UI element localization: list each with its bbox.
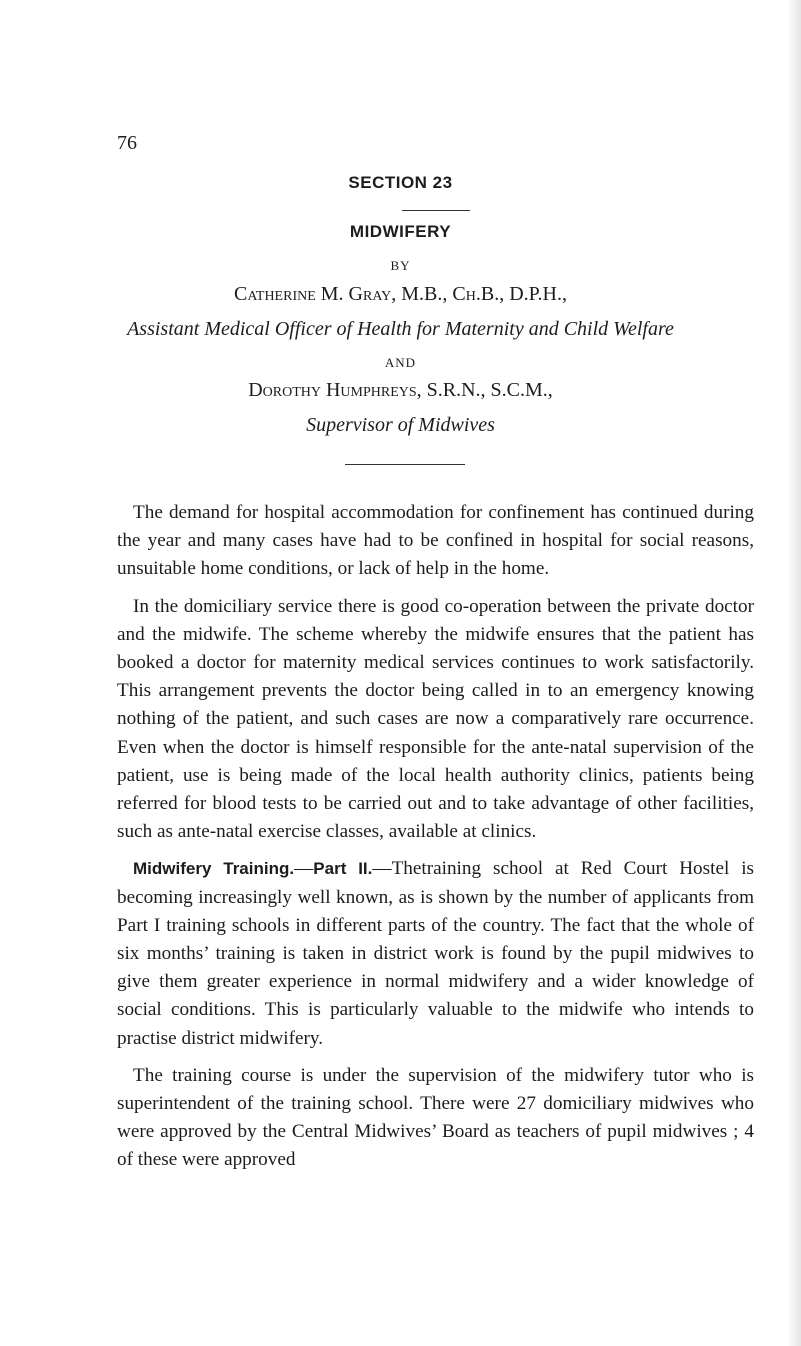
run-in-heading: Midwifery Training.: [133, 859, 295, 879]
and-label: AND: [384, 355, 417, 370]
paragraph: The training course is under the supervision of the midwifery tutor who is superintendent of the training school. There were 27 domiciliary midwives who were approved by the Central Midwives’ Board as teachers of pupil midwives ; 4 of these were approved: [117, 1064, 754, 1171]
run-in-separator: —: [294, 858, 314, 880]
paragraph: [117, 855, 754, 1052]
divider: [402, 210, 470, 211]
page-number: 76: [117, 132, 137, 154]
paragraph-text: —Thetraining school at Red Court Hostel is becoming increasingly well known, as is shown by the number of applicants from Part I training schools in different parts of the country. The fact that the whole of six months’ training is taken in district work is found by the pupil midwives to give them greater experience in normal midwifery and a wider knowledge of social conditions. This is particularly valuable to the midwife who intends to practise district midwifery.: [117, 858, 755, 1049]
section-title: SECTION 23: [348, 173, 453, 192]
body-text: [117, 499, 754, 1184]
divider: [345, 464, 465, 465]
by-label: BY: [390, 258, 411, 273]
author-2: Dorothy Humphreys, S.R.N., S.C.M.,: [248, 379, 553, 401]
page-heading: MIDWIFERY: [349, 222, 452, 241]
author-1-role: Assistant Medical Officer of Health for Maternity and Child Welfare: [127, 318, 674, 340]
paragraph: In the domiciliary service there is good co-operation between the private doctor and the midwife. The scheme whereby the midwife ensures that the patient has booked a doctor for maternity medical services continues to work satisfactorily. This arrangement prevents the doctor being called in to an emergency knowing nothing of the patient, and such cases are now a comparatively rare occurrence. Even when the doctor is himself responsible for the ante-natal supervision of the patient, use is being made of the local health authority clinics, patients being referred for blood tests to be carried out and to take advantage of other facilities, such as ante-natal exercise classes, available at clinics.: [117, 595, 754, 843]
paragraph: The demand for hospital accommodation for confinement has continued during the year and many cases have had to be confined in hospital for social reasons, unsuitable home conditions, or lack of help in the home.: [117, 502, 754, 580]
author-1: Catherine M. Gray, M.B., Ch.B., D.P.H.,: [234, 283, 567, 305]
page-edge-shadow: [787, 0, 801, 1346]
author-2-role: Supervisor of Midwives: [306, 414, 495, 436]
run-in-subheading: Part II.: [313, 859, 373, 879]
